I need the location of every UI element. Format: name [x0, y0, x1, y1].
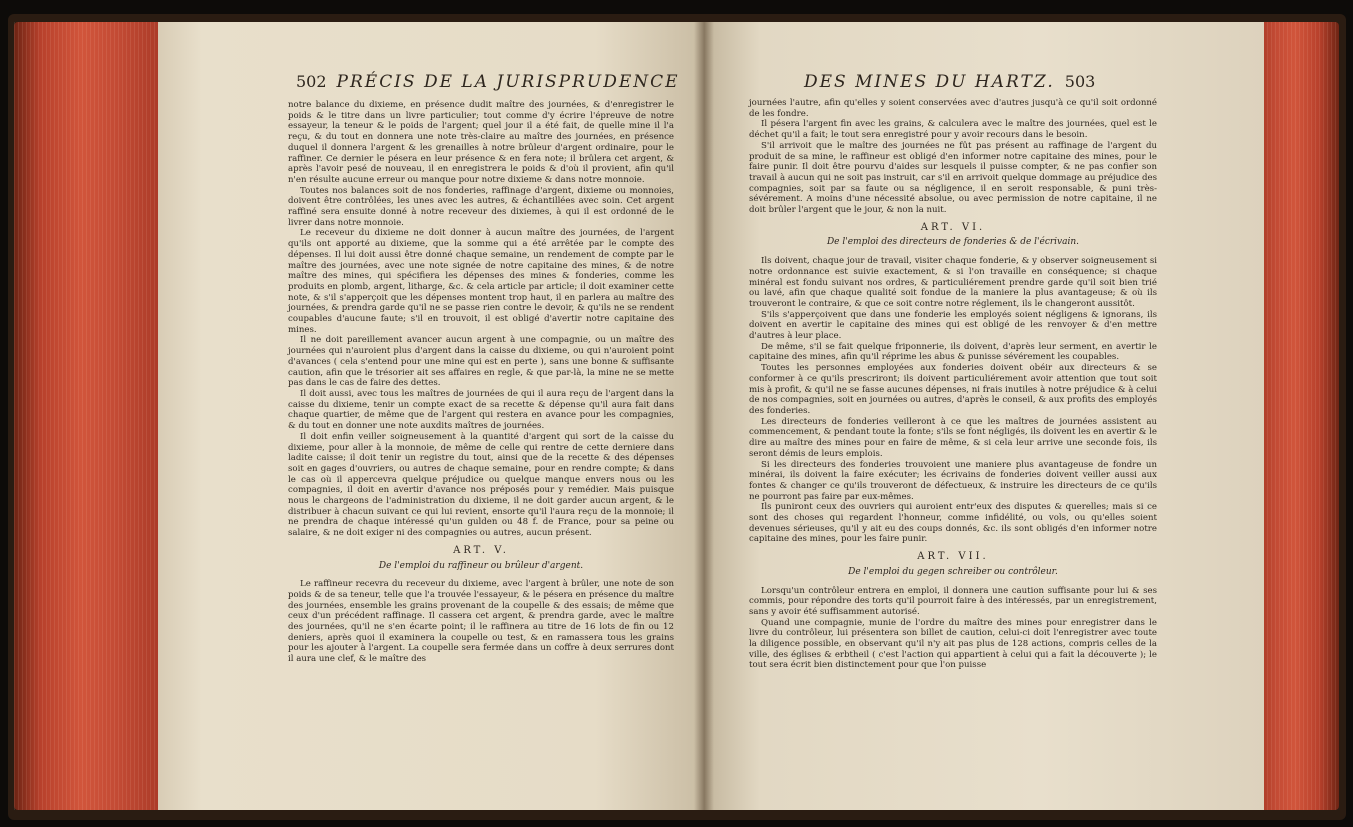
right-page: [704, 22, 1264, 810]
paragraph: Lorsqu'un contrôleur entrera en emploi, il donnera une caution suffisante pour lui & ses commis, pour répondre des torts qu'il pourroit faire à des intéressés, par un enregistrement, sans y avoir été suffisamment autorisé.: [749, 585, 1157, 617]
article-heading: ART. VII.: [917, 551, 989, 563]
right-page-edges: [1259, 22, 1339, 810]
article-title: De l'emploi du gegen schreiber ou contrôleur.: [848, 566, 1058, 577]
paragraph: S'ils s'apperçoivent que dans une fonderie les employés soient négligens & ignorans, ils doivent en avertir le capitaine des mines qui est obligé de les renvoyer & d'en mettre d'autres à leur place.: [749, 309, 1157, 342]
paragraph: Il doit enfin veiller soigneusement à la quantité d'argent qui sort de la caisse du dixieme, pour aller à la monnoie, de même de celle qui rentre de cette derniere dans ladite caisse; il doit tenir un registre du tout, ainsi que de la recette & des dépenses soit en gages d'ouvriers, ou autres de chaque semaine, pour en rendre compte; & dans le cas où il appercevra quelque préjudice ou quelque manque envers nous ou les compagnies, il doit en avertir d'avance nos préposés pour y remédier. Mais puisque nous le chargeons de l'administration du dixieme, il ne doit garder aucun argent, & le distribuer à chacun suivant ce qui lui revient, ensorte qu'il l'aura reçu de la monnoie; il ne prendra de chaque intéressé qu'un gulden ou 48 f. de France, pour sa peine ou salaire, & ne doit exiger ni des compagnies ou autres, aucun présent.: [288, 431, 674, 539]
paragraph: Les directeurs de fonderies veilleront à ce que les maîtres de journées assistent au commencement, & pendant toute la fonte; s'ils se font négligés, ils doivent les en avertir & le dire au maître des mines pour en faire de même, & si cela leur arrive une seconde fois, ils seront démis de leurs emplois.: [749, 416, 1157, 459]
left-body-text: [288, 100, 674, 665]
paragraph: Il doit aussi, avec tous les maîtres de journées de qui il aura reçu de l'argent dans la caisse du dixieme, tenir un compte exact de sa recette & dépense qu'il aura fait dans chaque quartier, de même que de l'argent qui restera en avance pour les compagnies, & du tout en donner une note auxdits maîtres de journées.: [288, 388, 674, 432]
paragraph: Ils puniront ceux des ouvriers qui auroient entr'eux des disputes & querelles; mais si ce sont des choses qui regardent l'honneur, comme infidélité, ou vols, ou qu'elles soient devenues sérieuses, qu'il y ait eu des coups donnés, &c. ils sont obligés d'en informer notre capitaine des mines, pour les faire punir.: [749, 502, 1157, 545]
paragraph: Ils doivent, chaque jour de travail, visiter chaque fonderie, & y observer soigneusement si notre ordonnance est suivie exactement, & si l'on travaille en conséquence; si chaque minéral est fondu suivant nos ordres, & particuliérement prendre garde qu'il soit bien trié ou lavé, afin que chaque qualité soit fondue de la maniere la plus avantageuse; & où ils trouveront le contraire, & que ce soit contre notre réglement, ils le changeront aussitôt.: [749, 256, 1157, 309]
paragraph: Quand une compagnie, munie de l'ordre du maître des mines pour enregistrer dans le livre du contrôleur, lui présentera son billet de caution, celui-ci doit l'enregistrer avec toute la diligence possible, en observant qu'il n'y ait pas plus de 128 actions, compris celles de la ville, des églises & erbtheil ( c'est l'action qui appartient à celui qui a fait la découverte ); le tout sera écrit bien distinctement pour que l'on puisse: [749, 617, 1157, 671]
right-running-head: [804, 72, 1105, 92]
article-title: De l'emploi du raffineur ou brûleur d'argent.: [378, 560, 584, 571]
left-running-head: [286, 72, 680, 92]
right-running-title: DES MINES DU HARTZ.: [804, 72, 1055, 92]
left-running-title: PRÉCIS DE LA JURISPRUDENCE: [336, 72, 680, 92]
paragraph: Il pésera l'argent fin avec les grains, & calculera avec le maître des journées, quel est le déchet qu'il a fait; le tout sera enregistré pour y avoir recours dans le besoin.: [749, 119, 1157, 141]
left-page-edges: [14, 22, 164, 810]
book-gutter: [694, 22, 714, 810]
paragraph: Le receveur du dixieme ne doit donner à aucun maître des journées, de l'argent qu'ils ont apporté au dixieme, que la somme qui a été arrêtée par le compte des dépenses. Il lui doit aussi être donné chaque semaine, un rendement de compte par le maître des journées, avec une note signée de notre capitaine des mines, & de notre maître des mines, qui spécifiera les dépenses des mines & fonderies, comme les produits en plomb, argent, litharge, &c. & cela article par article; il doit examiner cette note, & s'il s'apperçoit que les dépenses montent trop haut, il en parlera au maître des journées, & prendra garde qu'il ne se passe rien contre le devoir, & qu'ils ne se rendent coupables d'aucune faute; s'il en trouvoit, il est obligé d'avertir notre capitaine des mines.: [288, 228, 674, 335]
paragraph: Toutes les personnes employées aux fonderies doivent obéir aux directeurs & se conformer à ce qu'ils prescriront; ils doivent particuliérement avoir attention que tout soit mis à profit, & qu'il ne se fasse aucunes dépenses, ni frais inutiles à notre préjudice & à celui de nos compagnies, soit en journées ou autres, d'après le conseil, & aux profits des employés des fonderies.: [749, 363, 1157, 416]
article-heading: ART. V.: [453, 544, 509, 556]
paragraph: journées l'autre, afin qu'elles y soient conservées avec d'autres jusqu'à ce qu'il soit ordonné de les fondre.: [749, 98, 1157, 119]
paragraph: notre balance du dixieme, en présence dudit maître des journées, & d'enregistrer le poids & le titre dans un livre particulier; tout comme d'y écrire l'épreuve de notre essayeur, la teneur & le poids de l'argent; quel jour il a été fait, de quelle mine il l'a reçu, & du tout en donnera une note très-claire au maître des journées, en présence duquel il donnera l'argent & les grenailles à notre brûleur d'argent ordinaire, pour le raffiner. Ce dernier le pésera en leur présence & en fera note; il brûlera cet argent, & après l'avoir pesé de nouveau, il en enregistrera le poids & d'où il provient, afin qu'il n'en résulte aucune erreur ou manque pour notre dixieme & dans notre monnoie.: [288, 100, 674, 185]
article-title: De l'emploi des directeurs de fonderies & de l'écrivain.: [826, 237, 1080, 248]
article-heading: ART. VI.: [920, 221, 986, 233]
paragraph: De même, s'il se fait quelque friponnerie, ils doivent, d'après leur serment, en avertir le capitaine des mines, afin qu'il réprime les abus & punisse sévérement les coupables.: [749, 341, 1157, 363]
left-page: [158, 22, 704, 810]
right-body-text: [749, 98, 1157, 671]
paragraph: Si les directeurs des fonderies trouvoient une maniere plus avantageuse de fondre un minérai, ils doivent la faire exécuter; les écrivains de fonderies doivent veiller aussi aux fontes & changer ce qu'ils trouveront de défectueux, & instruire les directeurs de ce qu'ils ne pourront pas faire par eux-mêmes.: [749, 459, 1157, 502]
paragraph: Le raffineur recevra du receveur du dixieme, avec l'argent à brûler, une note de son poids & de sa teneur, telle que l'a trouvée l'essayeur, & le pésera en présence du maître des journées, ensemble les grains provenant de la coupelle & des essais; de même que ceux d'un précédent raffinage. Il cassera cet argent, & prendra garde, avec le maître des journées, qu'il ne s'en écarte point; il le raffinera au titre de 16 lots de fin ou 12 deniers, après quoi il examinera la coupelle ou test, & en ramassera tous les grains pour les ajouter à l'argent. La coupelle sera fermée dans un coffre à deux serrures dont il aura une clef, & le maître des: [288, 579, 674, 665]
left-page-number: 502: [296, 72, 327, 91]
right-page-number: 503: [1064, 72, 1096, 91]
paragraph: Toutes nos balances soit de nos fonderies, raffinage d'argent, dixieme ou monnoies, doivent être contrôlées, les unes avec les autres, & échantillées avec soin. Cet argent raffiné sera ensuite donné à notre receveur des dixiemes, à qui il est ordonné de le livrer dans notre monnoie.: [288, 185, 674, 228]
paragraph: Il ne doit pareillement avancer aucun argent à une compagnie, ou un maître des journées qui n'auroient plus d'argent dans la caisse du dixieme, ou qui n'auroient point d'avances ( cela s'entend pour une mine qui est en perte ), sans une bonne & suffisante caution, afin que le trésorier ait ses affaires en regle, & que par-là, la mine ne se mette pas dans le cas de faire des dettes.: [288, 335, 674, 389]
paragraph: S'il arrivoit que le maître des journées ne fût pas présent au raffinage de l'argent du produit de sa mine, le raffineur est obligé d'en informer notre capitaine des mines, pour le faire punir. Il doit être pourvu d'aides sur lesquels il puisse compter, & ne pas confier son travail à aucun qui ne soit pas instruit, car s'il en arrivoit quelque dommage au préjudice des compagnies, soit par sa faute ou sa négligence, il en seroit responsable, & puni très-sévérement. A moins d'une nécessité absolue, ou avec permission de notre capitaine, il ne doit brûler l'argent que le jour, & non la nuit.: [749, 140, 1157, 216]
